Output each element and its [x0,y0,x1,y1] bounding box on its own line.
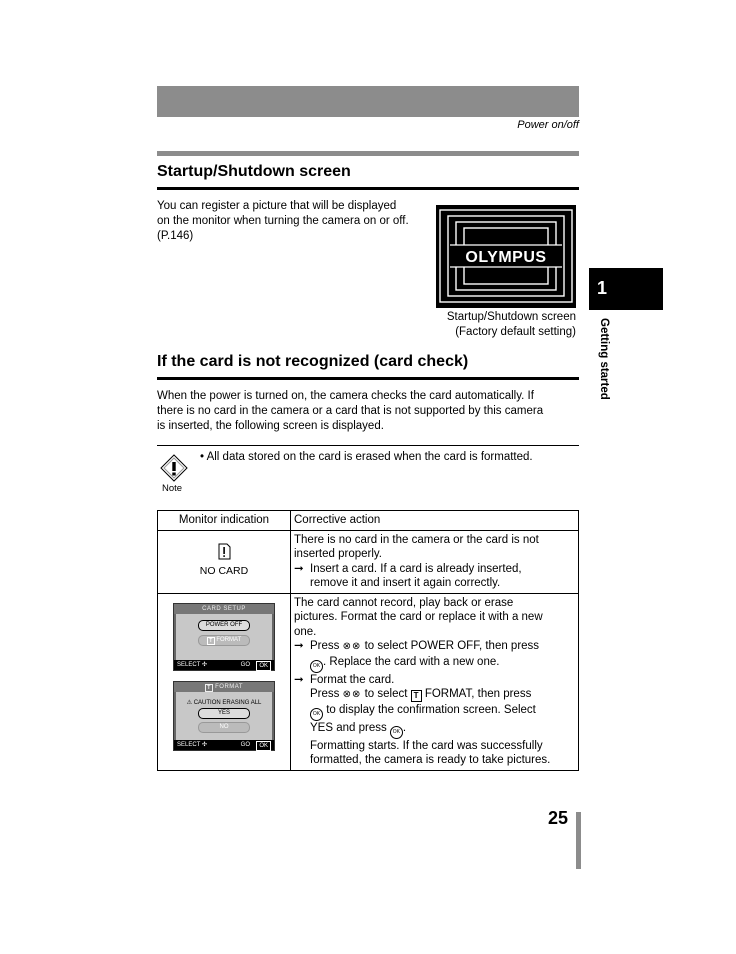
header-bar [157,86,579,117]
card-check-table [157,510,579,771]
no-option: NO [198,722,250,733]
dpad-icon: ✣ [202,741,208,748]
format-icon: T [205,684,213,692]
section-title-startup: Startup/Shutdown screen [157,163,351,180]
up-down-arrows-icon: ⊗⊗ [342,641,362,652]
arrow-icon: ➞ [294,673,304,686]
table-header: Monitor indication [158,511,291,531]
dpad-icon: ✣ [202,661,208,668]
note-text: • All data stored on the card is erased when the card is formatted. [200,451,533,463]
section-rule [157,187,579,190]
startup-screen-image [436,205,576,308]
section-bar [157,151,579,156]
table-header: Corrective action [291,511,579,531]
table-header-row [158,511,579,531]
page-bar [576,812,581,869]
logo-text: OLYMPUS [465,249,547,266]
running-head: Power on/off [517,119,579,131]
ok-button-icon: OK [310,708,323,721]
chapter-tab: 1 [589,268,663,310]
ok-button-icon: OK [390,726,403,739]
yes-option: YES [198,708,250,719]
table-row: NO CARD There is no card in the camera or the card is not inserted properly. ➞ Insert a card. If a card is already inserted, remove it and insert it again correctly. [158,530,579,593]
note-label: Note [162,483,183,494]
card-warning-icon [161,543,287,565]
section1-body: You can register a picture that will be displayed on the monitor when turning the camera on or off. (P.146) [157,200,409,242]
format-icon: T [411,690,422,702]
card-setup-screen: CARD SETUP POWER OFF T FORMAT SELECT ✣ GO OK [173,603,275,671]
no-card-label: NO CARD [199,565,249,577]
section-rule [157,377,579,380]
ok-button-icon: OK [310,660,323,673]
format-icon: T [207,637,215,645]
chapter-label: Getting started [598,318,610,400]
caution-icon: ⚠ [186,699,193,706]
format-option: T FORMAT [198,635,250,646]
up-down-arrows-icon: ⊗⊗ [342,689,362,700]
olympus-logo-screen [436,205,576,308]
table-row: CARD SETUP POWER OFF T FORMAT SELECT ✣ GO OK T FORMAT ⚠ CAUTION ERASING ALL YES NO SELECT ✣ GO OK The card cannot record, play back or erase pictures. Format the card or replace it with a new one. ➞ Press ⊗⊗ to select POWER OFF, then press OK . Replace the card with a new one. ➞ Format the card. Press ⊗⊗ to select T FORMAT, then press OK to display the confirmation screen. Select YES and press OK . Formatting starts. If the card was successfully formatted, the camera is ready to take pictures. [158,593,579,770]
arrow-icon: ➞ [294,640,304,652]
startup-caption: Startup/Shutdown screen (Factory default setting) [446,311,576,338]
page-number: 25 [548,808,569,828]
section2-body: When the power is turned on, the camera checks the card automatically. If there is no card in the camera or a card that is not supported by this camera is inserted, the following screen is displayed. [157,390,544,432]
section-title-card-check: If the card is not recognized (card check) [157,353,469,370]
note-rule [157,445,579,446]
format-confirm-screen: T FORMAT ⚠ CAUTION ERASING ALL YES NO SELECT ✣ GO OK [173,681,275,751]
arrow-icon: ➞ [294,562,304,575]
power-off-option: POWER OFF [198,620,250,631]
